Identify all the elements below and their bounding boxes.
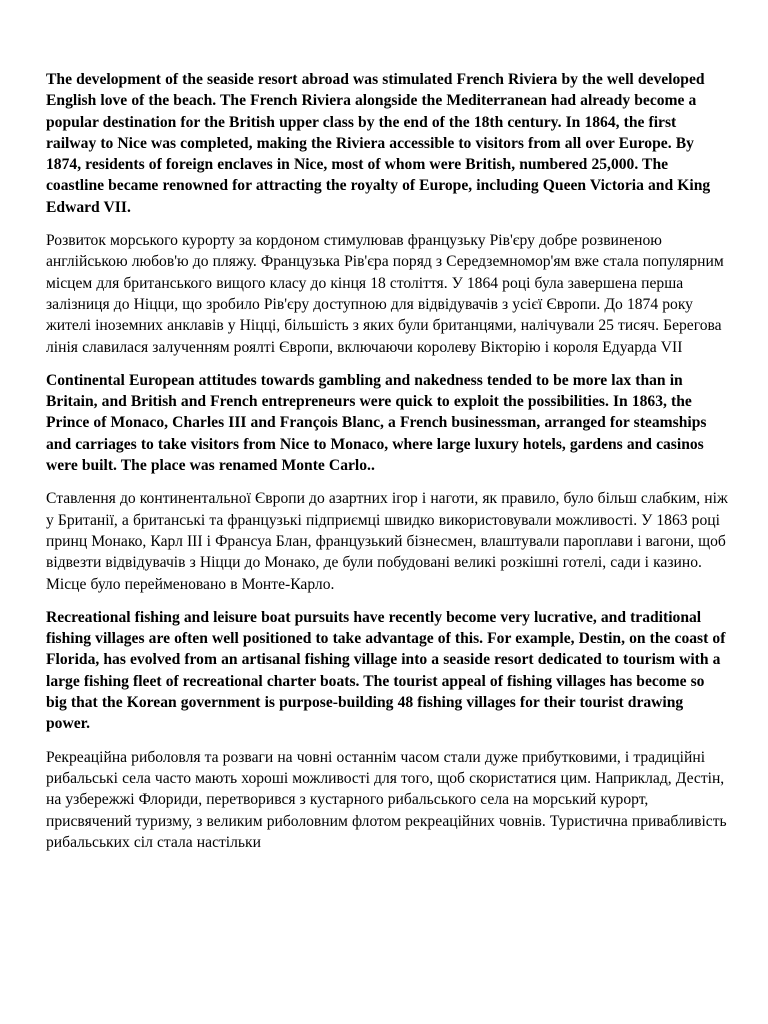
paragraph-ukrainian-monaco: Ставлення до континентальної Європи до азартних ігор і наготи, як правило, було більш слабким, ніж у Британії, а британські та французькі підприємці швидко використовували можливості. У 1863 році принц Монако, Карл III і Франсуа Блан, французький бізнесмен, влаштували пароплави і вагони, щоб відвезти відвідувачів з Ніцци до Монако, де були побудовані великі розкішні готелі, сади і казино. Місце було перейменовано в Монте-Карло. xyxy=(46,490,728,593)
paragraph-english-monaco: Continental European attitudes towards gambling and nakedness tended to be more lax than in Britain, and British and French entrepreneurs were quick to exploit the possibilities. In 1863, the Prince of Monaco, Charles III and François Blanc, a French businessman, arranged for steamships and carriages to take visitors from Nice to Monaco, where large luxury hotels, gardens and casinos were built. The place was renamed Monte Carlo.. xyxy=(46,371,707,475)
document-page xyxy=(46,69,728,865)
paragraph-ukrainian-fishing: Рекреаційна риболовля та розваги на човні останнім часом стали дуже прибутковими, і традиційні рибальські села часто мають хороші можливості для того, щоб скористатися цим. Наприклад, Дестін, на узбережжі Флориди, перетворився з кустарного рибальського села на морський курорт, присвячений туризму, з великим риболовним флотом рекреаційних човнів. Туристична привабливість рибальських сіл стала настільки xyxy=(46,748,727,851)
paragraph-english-riviera: The development of the seaside resort abroad was stimulated French Riviera by the well developed English love of the beach. The French Riviera alongside the Mediterranean had already become a popular destination for the British upper class by the end of the 18th century. In 1864, the first railway to Nice was completed, making the Riviera accessible to visitors from all over Europe. By 1874, residents of foreign enclaves in Nice, most of whom were British, numbered 25,000. The coastline became renowned for attracting the royalty of Europe, including Queen Victoria and King Edward VII. xyxy=(46,71,711,216)
paragraph-ukrainian-riviera: Розвиток морського курорту за кордоном стимулював французьку Рів'єру добре розвиненою англійською любов'ю до пляжу. Французька Рів'єра поряд з Середземномор'ям вже стала популярним місцем для британського вищого класу до кінця 18 століття. У 1864 році була завершена перша залізниця до Ніцци, що зробило Рів'єру доступною для відвідувачів з усієї Європи. До 1874 року жителі іноземних анклавів у Ніцці, більшість з яких були британцями, налічували 25 тисяч. Берегова лінія славилася залученням роялті Європи, включаючи королеву Вікторію і короля Едуарда VII xyxy=(46,232,724,356)
paragraph-english-fishing: Recreational fishing and leisure boat pursuits have recently become very lucrative, and traditional fishing villages are often well positioned to take advantage of this. For example, Destin, on the coast of Florida, has evolved from an artisanal fishing village into a seaside resort dedicated to tourism with a large fishing fleet of recreational charter boats. The tourist appeal of fishing villages has become so big that the Korean government is purpose-building 48 fishing villages for their tourist drawing power. xyxy=(46,608,726,733)
